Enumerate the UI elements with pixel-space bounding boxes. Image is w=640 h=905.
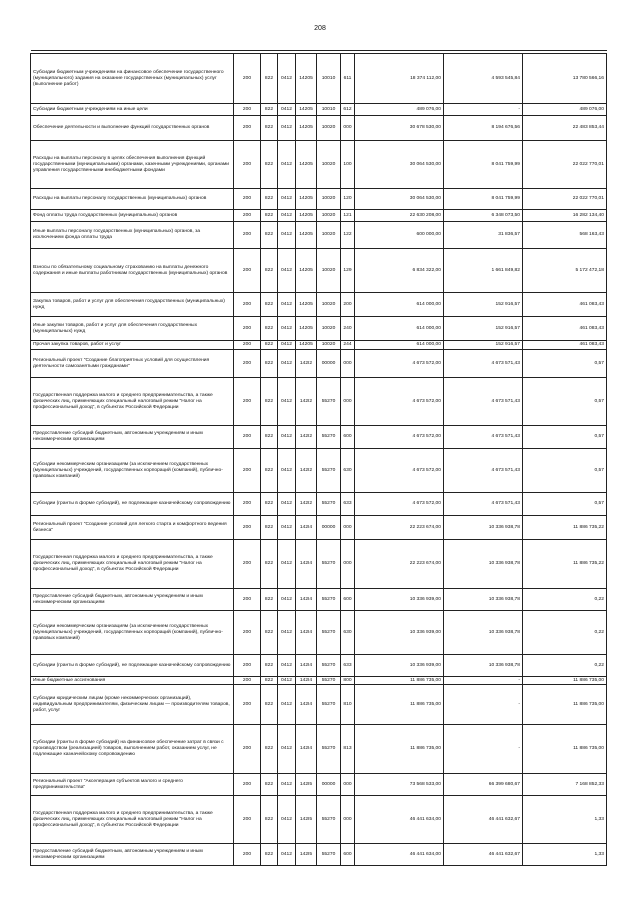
code-section: 200 (234, 141, 261, 189)
amount-remaining: 461 083,43 (523, 341, 607, 350)
table-row (31, 774, 607, 796)
amount-approved: 10 336 939,00 (355, 589, 444, 611)
code-target-a: 142I2 (296, 350, 317, 378)
code-target-a: 142I4 (296, 685, 317, 725)
amount-executed: 4 673 571,43 (444, 426, 523, 449)
table-row (31, 141, 607, 189)
code-subsection: 0412 (278, 116, 296, 141)
code-target-a: 14205 (296, 293, 317, 317)
table-row (31, 589, 607, 611)
code-target-b: 55270 (317, 378, 341, 426)
amount-executed: 8 041 759,99 (444, 189, 523, 210)
code-section: 200 (234, 449, 261, 493)
code-target-b: 55270 (317, 589, 341, 611)
row-name: Субсидии (гранты в форме субсидий), не подлежащие казначейскому сопровождению (31, 493, 234, 516)
code-expense-type: 000 (341, 796, 355, 844)
code-ministry: 822 (261, 104, 278, 116)
code-target-a: 142I4 (296, 540, 317, 589)
amount-remaining: 0,22 (523, 589, 607, 611)
amount-approved: 22 223 674,00 (355, 540, 444, 589)
code-section: 200 (234, 54, 261, 104)
code-section: 200 (234, 796, 261, 844)
code-subsection: 0412 (278, 141, 296, 189)
table-row (31, 293, 607, 317)
table-row (31, 493, 607, 516)
code-expense-type: 121 (341, 210, 355, 222)
code-target-a: 142I5 (296, 774, 317, 796)
code-expense-type: 129 (341, 249, 355, 293)
code-target-a: 142I4 (296, 725, 317, 774)
amount-executed: 1 661 849,82 (444, 249, 523, 293)
table-row (31, 54, 607, 104)
table-row (31, 426, 607, 449)
row-name: Субсидии некоммерческим организациям (за исключением государственных (муниципальных) учреждений, государственных корпораций (компаний), публично-правовых компаний) (31, 449, 234, 493)
table-row (31, 655, 607, 677)
code-section: 200 (234, 540, 261, 589)
code-section: 200 (234, 116, 261, 141)
code-subsection: 0412 (278, 293, 296, 317)
code-expense-type: 630 (341, 611, 355, 655)
row-name: Иные закупки товаров, работ и услуг для обеспечения государственных (муниципальных) нужд (31, 317, 234, 341)
code-target-b: 55270 (317, 611, 341, 655)
amount-remaining: 461 083,43 (523, 317, 607, 341)
amount-executed: - (444, 677, 523, 685)
row-name: Субсидии (гранты в форме субсидий) на финансовое обеспечение затрат в связи с производством (реализацией) товаров, выполнением работ, оказанием услуг, не подлежащие казначейскому сопровождению (31, 725, 234, 774)
row-name: Взносы по обязательному социальному страхованию на выплаты денежного содержания и иные выплаты работникам государственных (муниципальных) органов (31, 249, 234, 293)
amount-remaining: 5 172 472,18 (523, 249, 607, 293)
page-number: 208 (314, 25, 326, 32)
code-target-a: 142I5 (296, 796, 317, 844)
code-subsection: 0412 (278, 249, 296, 293)
table-row (31, 611, 607, 655)
code-section: 200 (234, 611, 261, 655)
amount-approved: 489 076,00 (355, 104, 444, 116)
amount-executed: 66 399 680,67 (444, 774, 523, 796)
amount-executed: 46 441 632,67 (444, 796, 523, 844)
code-ministry: 822 (261, 516, 278, 540)
row-name: Субсидии некоммерческим организациям (за исключением государственных (муниципальных) учреждений, государственных корпораций (компаний), публично-правовых компаний) (31, 611, 234, 655)
code-ministry: 822 (261, 677, 278, 685)
code-subsection: 0412 (278, 774, 296, 796)
code-expense-type: 611 (341, 54, 355, 104)
amount-executed: 152 916,57 (444, 317, 523, 341)
code-expense-type: 633 (341, 493, 355, 516)
row-name: Государственная поддержка малого и среднего предпринимательства, а также физических лиц, применяющих специальный налоговый режим "Налог на профессиональный доход", в субъектах Российской Федерации (31, 540, 234, 589)
amount-remaining: 11 886 735,22 (523, 540, 607, 589)
amount-approved: 46 441 634,00 (355, 796, 444, 844)
row-name: Региональный проект "Создание благоприятных условий для осуществления деятельности самозанятыми гражданами" (31, 350, 234, 378)
amount-remaining: 0,57 (523, 493, 607, 516)
code-section: 200 (234, 426, 261, 449)
table-row (31, 685, 607, 725)
code-section: 200 (234, 844, 261, 866)
code-subsection: 0412 (278, 516, 296, 540)
code-target-a: 14205 (296, 54, 317, 104)
amount-approved: 10 336 939,00 (355, 655, 444, 677)
amount-remaining: 11 886 735,00 (523, 685, 607, 725)
code-expense-type: 000 (341, 516, 355, 540)
code-ministry: 822 (261, 293, 278, 317)
code-subsection: 0412 (278, 540, 296, 589)
code-subsection: 0412 (278, 589, 296, 611)
code-expense-type: 120 (341, 189, 355, 210)
code-expense-type: 000 (341, 378, 355, 426)
amount-approved: 4 673 572,00 (355, 449, 444, 493)
code-expense-type: 122 (341, 222, 355, 249)
amount-approved: 614 000,00 (355, 293, 444, 317)
amount-remaining: 11 886 735,00 (523, 677, 607, 685)
code-expense-type: 000 (341, 774, 355, 796)
amount-remaining: 0,57 (523, 350, 607, 378)
amount-remaining: 1,33 (523, 844, 607, 866)
code-section: 200 (234, 589, 261, 611)
code-ministry: 822 (261, 54, 278, 104)
code-subsection: 0412 (278, 104, 296, 116)
code-section: 200 (234, 317, 261, 341)
code-ministry: 822 (261, 116, 278, 141)
row-name: Иные бюджетные ассигнования (31, 677, 234, 685)
row-name: Субсидии бюджетным учреждениям на финансовое обеспечение государственного (муниципального) задания на оказание государственных (муниципальных) услуг (выполнение работ) (31, 54, 234, 104)
amount-remaining: 22 022 770,01 (523, 141, 607, 189)
table-row (31, 341, 607, 350)
row-name: Субсидии (гранты в форме субсидий), не подлежащие казначейскому сопровождению (31, 655, 234, 677)
amount-executed: 4 673 571,43 (444, 350, 523, 378)
amount-approved: 11 886 735,00 (355, 677, 444, 685)
code-subsection: 0412 (278, 844, 296, 866)
amount-executed: 152 916,57 (444, 341, 523, 350)
code-target-a: 14205 (296, 104, 317, 116)
amount-executed: 10 336 938,78 (444, 516, 523, 540)
code-expense-type: 630 (341, 449, 355, 493)
code-target-b: 10020 (317, 293, 341, 317)
code-target-b: 00000 (317, 350, 341, 378)
code-section: 200 (234, 685, 261, 725)
amount-approved: 22 223 674,00 (355, 516, 444, 540)
amount-approved: 18 374 112,00 (355, 54, 444, 104)
amount-executed: - (444, 685, 523, 725)
code-ministry: 822 (261, 774, 278, 796)
code-target-a: 142I2 (296, 378, 317, 426)
code-expense-type: 240 (341, 317, 355, 341)
code-ministry: 822 (261, 249, 278, 293)
amount-approved: 30 064 530,00 (355, 141, 444, 189)
code-subsection: 0412 (278, 685, 296, 725)
amount-executed: 8 194 676,56 (444, 116, 523, 141)
code-subsection: 0412 (278, 611, 296, 655)
code-subsection: 0412 (278, 677, 296, 685)
code-target-b: 10020 (317, 210, 341, 222)
code-ministry: 822 (261, 350, 278, 378)
table-row (31, 378, 607, 426)
code-section: 200 (234, 677, 261, 685)
code-expense-type: 633 (341, 655, 355, 677)
code-expense-type: 813 (341, 725, 355, 774)
code-target-a: 142I4 (296, 611, 317, 655)
code-target-b: 55270 (317, 844, 341, 866)
code-target-b: 55270 (317, 677, 341, 685)
amount-executed: 46 441 632,67 (444, 844, 523, 866)
code-expense-type: 000 (341, 540, 355, 589)
amount-approved: 46 441 634,00 (355, 844, 444, 866)
code-section: 200 (234, 341, 261, 350)
code-ministry: 822 (261, 655, 278, 677)
code-ministry: 822 (261, 844, 278, 866)
code-target-a: 142I2 (296, 493, 317, 516)
code-target-a: 14205 (296, 116, 317, 141)
amount-approved: 22 630 208,00 (355, 210, 444, 222)
amount-remaining: 22 483 853,44 (523, 116, 607, 141)
amount-executed: 152 916,57 (444, 293, 523, 317)
code-section: 200 (234, 293, 261, 317)
code-target-a: 142I4 (296, 516, 317, 540)
amount-executed: 10 336 938,78 (444, 611, 523, 655)
code-target-a: 14205 (296, 222, 317, 249)
code-subsection: 0412 (278, 426, 296, 449)
row-name: Прочая закупка товаров, работ и услуг (31, 341, 234, 350)
amount-approved: 4 673 572,00 (355, 493, 444, 516)
amount-approved: 10 336 939,00 (355, 611, 444, 655)
amount-approved: 6 834 322,00 (355, 249, 444, 293)
code-subsection: 0412 (278, 655, 296, 677)
code-expense-type: 200 (341, 293, 355, 317)
code-ministry: 822 (261, 449, 278, 493)
code-target-b: 55270 (317, 685, 341, 725)
amount-remaining: 0,57 (523, 378, 607, 426)
amount-executed: 10 336 938,78 (444, 655, 523, 677)
amount-executed: 4 673 571,43 (444, 378, 523, 426)
row-name: Закупка товаров, работ и услуг для обеспечения государственных (муниципальных) нужд (31, 293, 234, 317)
code-target-a: 142I4 (296, 655, 317, 677)
table-row (31, 116, 607, 141)
code-ministry: 822 (261, 725, 278, 774)
code-subsection: 0412 (278, 449, 296, 493)
code-section: 200 (234, 493, 261, 516)
code-target-b: 10010 (317, 104, 341, 116)
amount-remaining: 568 163,43 (523, 222, 607, 249)
code-expense-type: 612 (341, 104, 355, 116)
code-target-b: 00000 (317, 774, 341, 796)
code-ministry: 822 (261, 426, 278, 449)
code-subsection: 0412 (278, 350, 296, 378)
table-row (31, 516, 607, 540)
amount-approved: 30 678 530,00 (355, 116, 444, 141)
code-subsection: 0412 (278, 378, 296, 426)
amount-remaining: 0,57 (523, 426, 607, 449)
code-target-b: 55270 (317, 655, 341, 677)
code-target-a: 142I2 (296, 449, 317, 493)
code-subsection: 0412 (278, 341, 296, 350)
amount-approved: 30 064 530,00 (355, 189, 444, 210)
code-ministry: 822 (261, 341, 278, 350)
code-target-b: 10020 (317, 341, 341, 350)
code-expense-type: 100 (341, 141, 355, 189)
amount-remaining: 11 886 735,00 (523, 725, 607, 774)
code-ministry: 822 (261, 189, 278, 210)
code-target-b: 55270 (317, 725, 341, 774)
amount-executed: 4 673 571,43 (444, 493, 523, 516)
row-name: Расходы на выплаты персоналу государственных (муниципальных) органов (31, 189, 234, 210)
amount-executed: 10 336 938,78 (444, 589, 523, 611)
code-expense-type: 810 (341, 685, 355, 725)
code-target-b: 55270 (317, 449, 341, 493)
code-target-a: 142I4 (296, 589, 317, 611)
table-row (31, 210, 607, 222)
row-name: Субсидии юридическим лицам (кроме некоммерческих организаций), индивидуальным предпринимателям, физическим лицам — производителям товаров, работ, услуг (31, 685, 234, 725)
amount-remaining: 22 022 770,01 (523, 189, 607, 210)
amount-executed: 6 348 073,50 (444, 210, 523, 222)
table-row (31, 725, 607, 774)
table-row (31, 189, 607, 210)
row-name: Региональный проект "Создание условий для легкого старта и комфортного ведения бизнеса" (31, 516, 234, 540)
code-target-a: 14205 (296, 317, 317, 341)
code-section: 200 (234, 378, 261, 426)
code-expense-type: 600 (341, 426, 355, 449)
code-section: 200 (234, 104, 261, 116)
amount-approved: 614 000,00 (355, 341, 444, 350)
code-target-b: 10020 (317, 317, 341, 341)
code-target-a: 14205 (296, 210, 317, 222)
code-target-a: 14205 (296, 189, 317, 210)
amount-remaining: 489 076,00 (523, 104, 607, 116)
code-subsection: 0412 (278, 796, 296, 844)
code-subsection: 0412 (278, 210, 296, 222)
row-name: Региональный проект "Акселерация субъектов малого и среднего предпринимательства" (31, 774, 234, 796)
table-row (31, 104, 607, 116)
budget-table (30, 50, 607, 866)
code-ministry: 822 (261, 685, 278, 725)
row-name: Субсидии бюджетным учреждениям на иные цели (31, 104, 234, 116)
row-name: Предоставление субсидий бюджетным, автономным учреждениям и иным некоммерческим организациям (31, 844, 234, 866)
code-section: 200 (234, 222, 261, 249)
amount-executed: 31 836,57 (444, 222, 523, 249)
table-row (31, 317, 607, 341)
code-target-b: 55270 (317, 426, 341, 449)
row-name: Предоставление субсидий бюджетным, автономным учреждениям и иным некоммерческим организациям (31, 426, 234, 449)
amount-executed: - (444, 725, 523, 774)
table-row (31, 249, 607, 293)
row-name: Расходы на выплаты персоналу в целях обеспечения выполнения функций государственными (муниципальными) органами, казенными учреждениями, органами управления государственными внебюджетными фондами (31, 141, 234, 189)
table-row (31, 350, 607, 378)
amount-remaining: 16 282 134,40 (523, 210, 607, 222)
code-section: 200 (234, 249, 261, 293)
amount-remaining: 11 886 735,22 (523, 516, 607, 540)
row-name: Обеспечение деятельности и выполнение функций государственных органов (31, 116, 234, 141)
code-ministry: 822 (261, 210, 278, 222)
code-target-b: 10020 (317, 116, 341, 141)
code-expense-type: 800 (341, 677, 355, 685)
code-subsection: 0412 (278, 189, 296, 210)
code-subsection: 0412 (278, 317, 296, 341)
code-expense-type: 600 (341, 844, 355, 866)
code-ministry: 822 (261, 589, 278, 611)
code-section: 200 (234, 189, 261, 210)
code-ministry: 822 (261, 141, 278, 189)
code-subsection: 0412 (278, 725, 296, 774)
code-target-b: 10020 (317, 222, 341, 249)
table-row (31, 222, 607, 249)
code-target-b: 00000 (317, 516, 341, 540)
row-name: Государственная поддержка малого и среднего предпринимательства, а также физических лиц, применяющих специальный налоговый режим "Налог на профессиональный доход", в субъектах Российской Федерации (31, 378, 234, 426)
code-target-a: 14205 (296, 141, 317, 189)
code-ministry: 822 (261, 796, 278, 844)
code-ministry: 822 (261, 317, 278, 341)
code-ministry: 822 (261, 493, 278, 516)
code-section: 200 (234, 774, 261, 796)
amount-executed: 8 041 759,99 (444, 141, 523, 189)
code-target-b: 10020 (317, 189, 341, 210)
code-target-a: 14205 (296, 249, 317, 293)
amount-approved: 614 000,00 (355, 317, 444, 341)
code-subsection: 0412 (278, 222, 296, 249)
table-row (31, 796, 607, 844)
amount-approved: 11 886 735,00 (355, 685, 444, 725)
code-subsection: 0412 (278, 54, 296, 104)
code-section: 200 (234, 210, 261, 222)
code-target-a: 142I2 (296, 426, 317, 449)
amount-remaining: 0,22 (523, 655, 607, 677)
code-ministry: 822 (261, 378, 278, 426)
code-expense-type: 244 (341, 341, 355, 350)
amount-approved: 600 000,00 (355, 222, 444, 249)
code-ministry: 822 (261, 222, 278, 249)
row-name: Иные выплаты персоналу государственных (муниципальных) органов, за исключением фонда оплаты труда (31, 222, 234, 249)
amount-approved: 4 673 572,00 (355, 378, 444, 426)
row-name: Государственная поддержка малого и среднего предпринимательства, а также физических лиц, применяющих специальный налоговый режим "Налог на профессиональный доход", в субъектах Российской Федерации (31, 796, 234, 844)
code-target-b: 55270 (317, 540, 341, 589)
code-section: 200 (234, 350, 261, 378)
amount-executed: - (444, 104, 523, 116)
amount-approved: 4 673 572,00 (355, 426, 444, 449)
code-ministry: 822 (261, 611, 278, 655)
amount-approved: 11 886 735,00 (355, 725, 444, 774)
row-name: Предоставление субсидий бюджетным, автономным учреждениям и иным некоммерческим организациям (31, 589, 234, 611)
code-subsection: 0412 (278, 493, 296, 516)
code-expense-type: 000 (341, 116, 355, 141)
amount-approved: 73 568 533,00 (355, 774, 444, 796)
amount-executed: 4 673 571,43 (444, 449, 523, 493)
code-target-a: 142I5 (296, 844, 317, 866)
amount-executed: 4 593 545,84 (444, 54, 523, 104)
table-row (31, 677, 607, 685)
code-target-b: 55270 (317, 796, 341, 844)
amount-approved: 4 673 572,00 (355, 350, 444, 378)
amount-remaining: 1,33 (523, 796, 607, 844)
amount-remaining: 7 168 852,33 (523, 774, 607, 796)
amount-remaining: 0,22 (523, 611, 607, 655)
table-row (31, 844, 607, 866)
row-name: Фонд оплаты труда государственных (муниципальных) органов (31, 210, 234, 222)
table-row (31, 540, 607, 589)
code-target-b: 10020 (317, 249, 341, 293)
code-target-a: 142I4 (296, 677, 317, 685)
code-target-a: 14205 (296, 341, 317, 350)
code-target-b: 10010 (317, 54, 341, 104)
amount-remaining: 461 083,43 (523, 293, 607, 317)
amount-executed: 10 336 938,78 (444, 540, 523, 589)
table-row (31, 449, 607, 493)
amount-remaining: 13 780 566,16 (523, 54, 607, 104)
code-ministry: 822 (261, 540, 278, 589)
code-section: 200 (234, 655, 261, 677)
code-section: 200 (234, 516, 261, 540)
code-target-b: 55270 (317, 493, 341, 516)
code-expense-type: 000 (341, 350, 355, 378)
amount-remaining: 0,57 (523, 449, 607, 493)
code-section: 200 (234, 725, 261, 774)
code-expense-type: 600 (341, 589, 355, 611)
code-target-b: 10020 (317, 141, 341, 189)
